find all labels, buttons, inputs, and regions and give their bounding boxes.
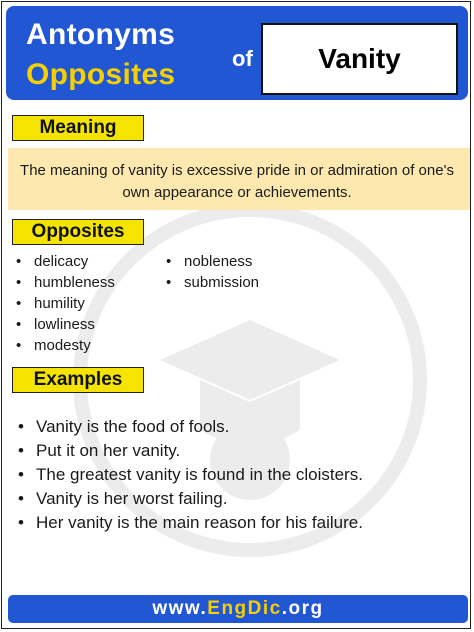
example-item: • The greatest vanity is found in the cloisters. xyxy=(36,463,363,487)
word-box xyxy=(261,23,458,95)
example-item: • Put it on her vanity. xyxy=(36,439,363,463)
title-opposites: Opposites xyxy=(26,58,176,91)
meaning-text: The meaning of vanity is excessive pride in or admiration of one's own appearance or achievements. xyxy=(20,162,454,201)
example-item: • Vanity is the food of fools. xyxy=(36,415,363,439)
header-banner xyxy=(6,6,468,100)
example-item: • Vanity is her worst failing. xyxy=(36,487,363,511)
headword: Vanity xyxy=(318,43,401,74)
examples-list xyxy=(36,415,363,535)
opposite-item: • humbleness xyxy=(34,272,115,293)
opposite-item: • nobleness xyxy=(184,251,259,272)
opposite-item: • submission xyxy=(184,272,259,293)
opposites-list-col2 xyxy=(184,251,259,293)
meaning-tab: Meaning xyxy=(12,115,144,141)
footer-url-brand: EngDic xyxy=(207,598,282,619)
opposite-item: • humility xyxy=(34,293,115,314)
opposite-item: • delicacy xyxy=(34,251,115,272)
examples-tab: Examples xyxy=(12,367,144,393)
title-connector: of xyxy=(232,46,253,71)
footer-url-suffix: .org xyxy=(281,598,324,619)
opposite-item: • modesty xyxy=(34,335,115,356)
footer-url[interactable] xyxy=(152,598,323,620)
opposites-list-col1 xyxy=(34,251,115,356)
opposites-tab: Opposites xyxy=(12,219,144,245)
title-antonyms: Antonyms xyxy=(26,18,176,51)
footer-banner xyxy=(8,595,468,623)
footer-url-prefix: www. xyxy=(152,598,208,619)
example-item: • Her vanity is the main reason for his failure. xyxy=(36,511,363,535)
opposite-item: • lowliness xyxy=(34,314,115,335)
